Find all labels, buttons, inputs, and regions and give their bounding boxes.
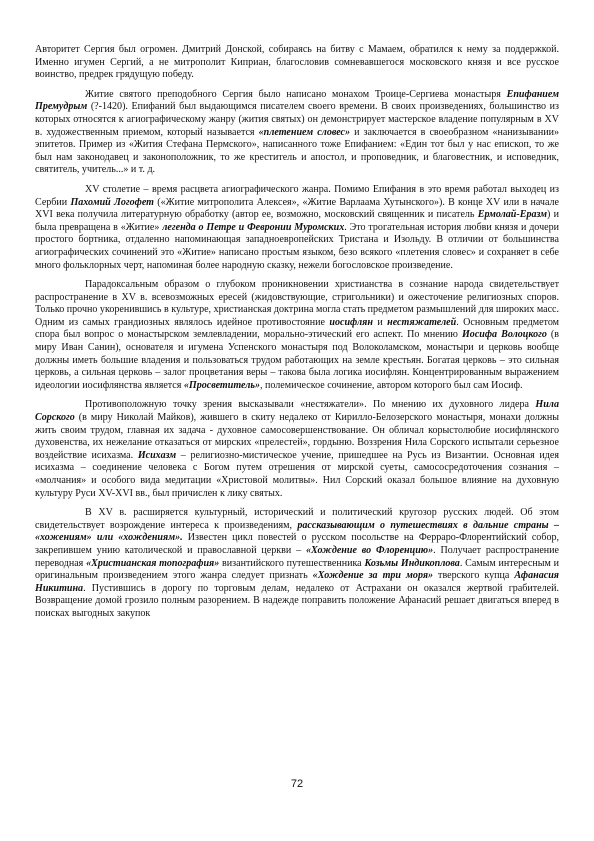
paragraph-6 — [35, 507, 559, 620]
emphasized-term: Афанасия Никитина — [35, 570, 559, 594]
text-run: . Основным предметом спора был вопрос о монастырском землевладении, морально-этический его аспект. По мнению — [35, 316, 560, 341]
text-run: (?-1420). Епифаний был выдающимся писателем своего времени. В своих произведениях, большинство из которых относятся к агиографическому жанру (жития святых) он демонстрирует мастерское владение популярным в XV в. художественным приемом, который называется — [35, 101, 559, 138]
text-run: Житие святого преподобного Сергия было написано монахом Троице-Сергиева монастыря — [85, 88, 507, 100]
text-run: византийского путешественника — [219, 557, 365, 569]
paragraph-2 — [35, 89, 559, 177]
emphasized-term: Ермолай-Еразм — [477, 209, 548, 221]
text-run: и — [372, 316, 388, 328]
text-run: . Получает распространение переводная — [35, 544, 559, 569]
emphasized-term: Епифанием Премудрым — [35, 88, 559, 113]
text-run: (в миру Иван Санин), основателя и игумена Успенского монастыря под Волоколамском, монастыри и церковь вообще должны иметь большие владения и пользоваться трудом работающих на земле крестьян. Богатая церковь – это сильная церковь, а сильная церковь – залог процветания веры – такова была логика иосифлян. Концентрированным выражением идеологии иосифлянства является — [35, 329, 559, 391]
emphasized-term: нестяжателей — [387, 316, 457, 328]
paragraph-3 — [35, 184, 559, 272]
body-text — [35, 44, 559, 628]
text-run: Авторитет Сергия был огромен. Дмитрий Донской, собираясь на битву с Мамаем, обратился к нему за поддержкой. Именно игумен Сергий, а не митрополит Киприан, благословив сомневавшегося московского князя и все русское воинство, предрек грядущую победу. — [35, 44, 559, 81]
emphasized-term: «плетением словес» — [258, 126, 351, 138]
text-run: Противоположную точку зрения высказывали «нестяжатели». По мнению их духовного лидера — [85, 399, 536, 411]
paragraph-4 — [35, 279, 559, 392]
text-run: Известен цикл повестей о русском посольстве на Ферраро-Флорентийский собор, закрепившем унию католической и православной церкви – — [35, 532, 559, 556]
emphasized-term: Козьмы Индикоплова — [364, 557, 460, 569]
text-run: – религиозно-мистическое учение, пришедшее на Русь из Византии. Основная идея исихазма – соединение человека с Богом путем отрешения от мирской суеты, самососредоточения сознания – «молчания» и особого вида медитации «Христовой молитвы». Нил Сорский оказал большое влияние на духовную культуру Руси XV-XVI вв., был причислен к лику святых. — [35, 449, 560, 499]
text-run: ) и была превращена в «Житие» — [35, 209, 560, 233]
text-run: («Житие митрополита Алексея», «Житие Варлаама Хутынского»). В конце XV или в начале XVI века получила литературную обработку (автор ее, возможно, московский священник и писатель — [35, 196, 560, 221]
emphasized-term: Исихазм — [137, 449, 177, 461]
text-run: . Пустившись в дорогу по торговым делам, недалеко от Астрахани он оказался жертвой грабителей. Возвращение домой грозило полным разорением. В надежде поправить положение Афанасий решает двигаться вперед в поисках выгодных закупок — [35, 582, 559, 619]
emphasized-term: Нила Сорского — [35, 399, 559, 424]
emphasized-term: Пахомий Логофет — [70, 196, 154, 208]
text-run: . Это трогательная история любви князя и дочери простого бортника, отдаленно напоминающая западноевропейских Тристана и Изольду. В отличии от большинства агиографических сочинений это «Житие» написано простым языком, безо всякого «плетения словес» и сохраняет в себе много фольклорных черт, напоминая более народную сказку, нежели богословское произведение. — [35, 221, 559, 271]
text-run: В XV в. расширяется культурный, исторический и политический кругозор русских людей. Об этом свидетельствует возрождение интереса к произведениям, — [35, 507, 559, 531]
text-run: Парадоксальным образом о глубоком проникновении христианства в сознание народа свидетельствует распространение в XV в. всевозможных ересей (жидовствующие, стригольники) и ожесточение религиозных споров. Только прочно укоренившись в культуре, христианская доктрина могла стать предметом размышлений для широких масс. Одним из самых грандиозных являлось идейное противостояние — [35, 279, 559, 328]
page-number: 72 — [290, 778, 304, 790]
text-run: (в миру Николай Майков), жившего в скиту недалеко от Кирилло-Белозерского монастыря, монахи должны жить своим трудом, главная их задача - духовное самосовершенствование. Он обличал корыстолюбие иосифлянского духовенства, их нежелание отказаться от мирских «прелестей», гордыню. Воззрения Нила Сорского испытали серьезное воздействие исихазма. — [35, 412, 559, 461]
emphasized-term: «Хождение за три моря» — [312, 570, 434, 582]
emphasized-term: «Хождение во Флоренцию» — [305, 544, 434, 556]
text-run: . Самым интересным и оригинальным произведением этого жанра следует признать — [35, 557, 559, 582]
emphasized-term: иосифлян — [329, 316, 373, 328]
text-run: и заключается в своеобразном «нанизывании» эпитетов. Пример из «Жития Стефана Пермского», написанного тоже Епифанием: «Един тот был у нас епископ, то же был нам законодавец и законоположник, то же креститель и апостол, и проповедник, и благовестник, и исповедник, святитель, учитель...» и т. д. — [35, 126, 559, 176]
emphasized-term: Иосифа Волоцкого — [461, 329, 547, 341]
paragraph-5 — [35, 399, 559, 500]
emphasized-term: легенда о Петре и Февронии Муромских — [162, 221, 345, 233]
emphasized-term: «Просветитель» — [183, 379, 260, 391]
text-run: , полемическое сочинение, автором которого был сам Иосиф. — [260, 379, 523, 391]
emphasized-term: рассказывающим о путешествиях в дальние страны – «хожениям» или «хождениям». — [35, 519, 559, 544]
emphasized-term: «Христианская топография» — [86, 557, 220, 569]
text-run: XV столетие – время расцвета агиографического жанра. Помимо Епифания в это время работал выходец из Сербии — [35, 183, 559, 208]
paragraph-1 — [35, 44, 559, 82]
text-run: тверского купца — [433, 570, 515, 582]
